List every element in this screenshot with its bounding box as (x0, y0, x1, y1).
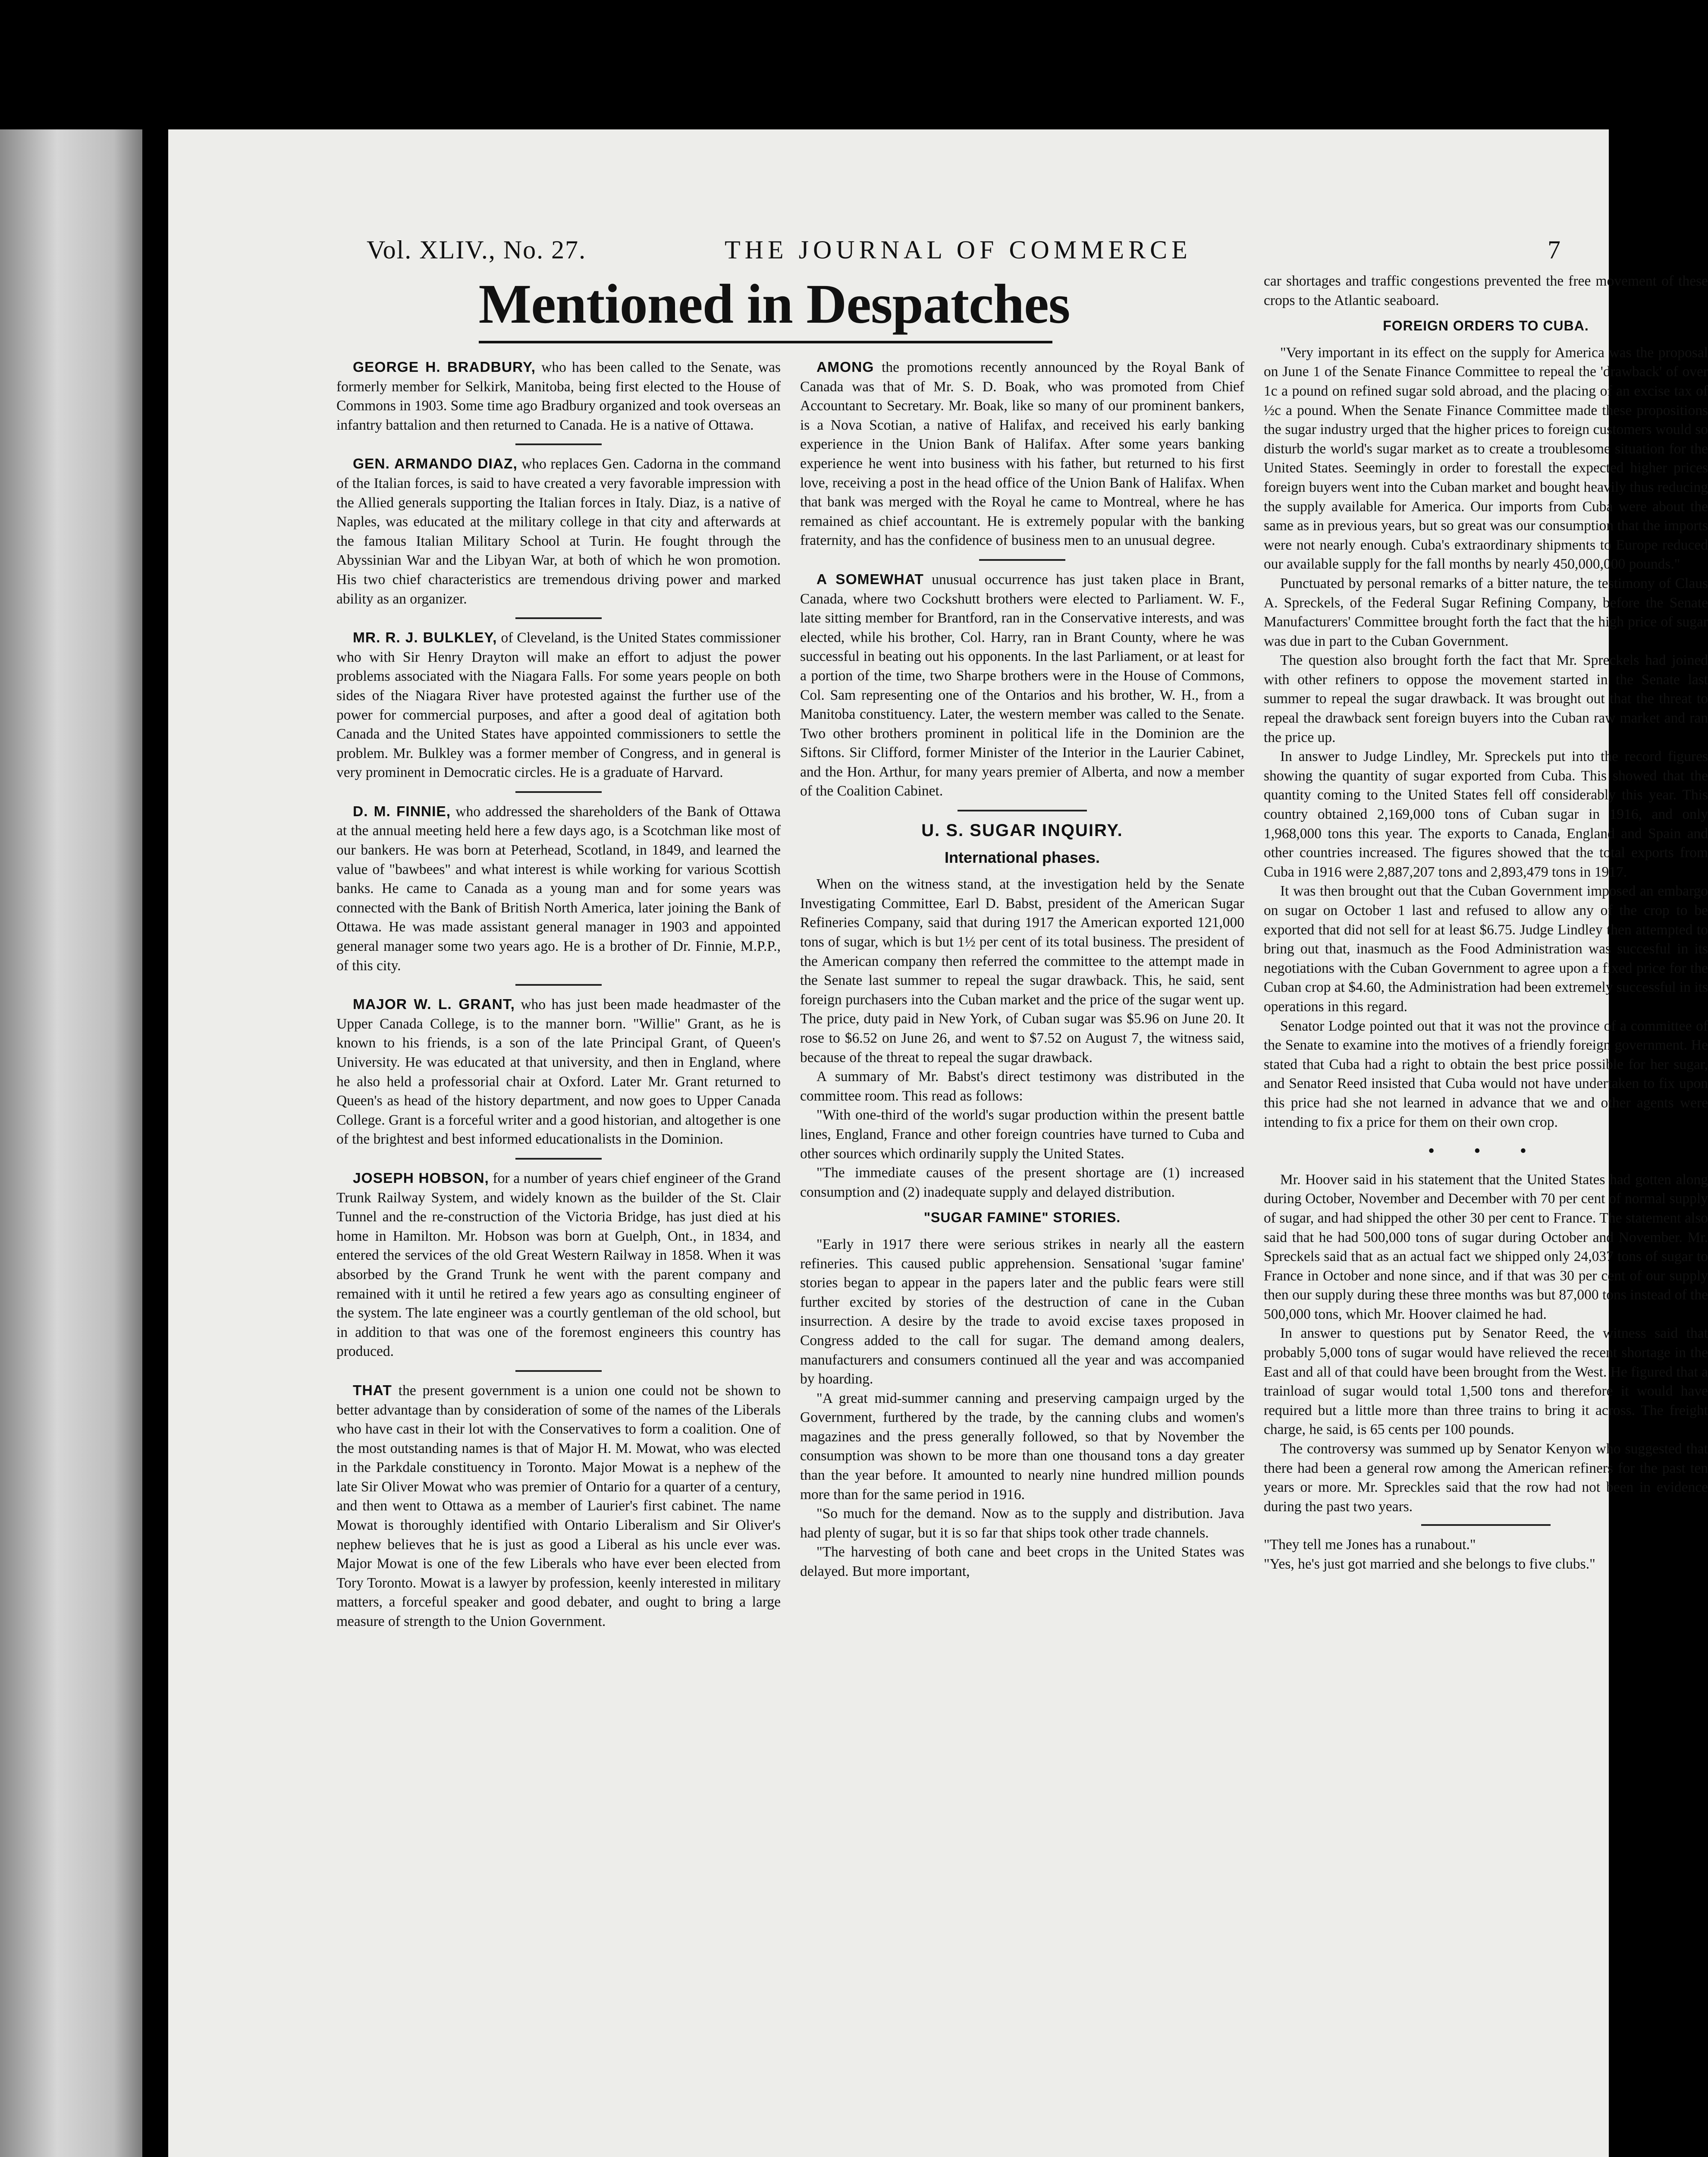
paragraph: "So much for the demand. Now as to the supply and distribution. Java had plenty of sugar, but it is so far that ships took other trade channels. (800, 1506, 1244, 1541)
section-dots: • • • (1428, 1140, 1544, 1162)
article-text: who has just been made headmaster of the Upper Canada College, is to the manner born. "Willie" Grant, as he is known to his friends, is a son of the late Principal Grant, of Queen's University. He was educated at that university, and then in England, where he also held a professorial chair at Oxford. Later Mr. Grant returned to Queen's as head of the history department, and now goes to Upper Canada College. Grant is a forceful writer and a good historian, and altogether is one of the brightest and best informed educationalists in the Dominion. (336, 997, 781, 1148)
column-2 (800, 358, 1244, 1582)
paragraph: The question also brought forth the fact that Mr. Spreckels had joined with other refiners to oppose the movement started in the Senate last summer to repeal the sugar drawback. It was brought out that the threat to repeal the drawback sent foreign buyers into the Cuban raw market and ran the price up. (1264, 652, 1708, 745)
title-rule (479, 341, 1052, 343)
paragraph: car shortages and traffic congestions prevented the free movement of these crops to the Atlantic seaboard. (1264, 273, 1708, 308)
article-name: GEN. ARMANDO DIAZ, (353, 456, 518, 472)
article-mowat (336, 1381, 781, 1632)
paragraph: "A great mid-summer canning and preserving campaign urged by the Government, furthered by the trade, by the canning clubs and women's magazines and the press generally followed, so that by November the consumption was shown to be more than one thousand tons a day greater than the year before. It amounted to nearly nine hundred million pounds more than for the same period in 1916. (800, 1390, 1244, 1503)
article-finnie (336, 802, 781, 975)
column-1 (336, 358, 781, 1640)
article-name: AMONG (816, 359, 874, 375)
separator (515, 1370, 602, 1372)
separator (1421, 1524, 1551, 1526)
article-name: JOSEPH HOBSON, (353, 1170, 489, 1186)
paragraph: It was then brought out that the Cuban Government imposed an embargo on sugar on October 1 last and refused to allow any of the crop to be exported that did not sell for at least $6.75. Judge Lindley then attempted to bring out that, inasmuch as the Food Administration was succesful in its negotiations with the Cuban Government to agree upon a fixed price for the Cuban crop at $4.60, the Administration had been extremely successful in its operations in this regard. (1264, 883, 1708, 1015)
journal-title: THE JOURNAL OF COMMERCE (725, 236, 1192, 264)
article-name: MAJOR W. L. GRANT, (353, 997, 515, 1013)
volume-number: Vol. XLIV., No. 27. (367, 236, 587, 264)
paragraph: The controversy was summed up by Senator Kenyon who suggested that there had been a general row among the American refiners for the past ten years or more. Mr. Spreckles said that the row had not been in evidence during the past two years. (1264, 1441, 1708, 1515)
article-text: for a number of years chief engineer of the Grand Trunk Railway System, and widely known as the builder of the St. Clair Tunnel and the re-construction of the Victoria Bridge, has just died at his home in Hamilton. Mr. Hobson was born at Guelph, Ont., in 1834, and entered the services of the old Great Western Railway in 1858. When it was absorbed by the Grand Trunk he went with the parent company and remained with it until he retired a few years ago as consulting engineer of the system. The late engineer was a courtly gentleman of the old school, but in addition to that was one of the foremost engineers this country has produced. (336, 1170, 781, 1360)
article-text: who addressed the shareholders of the Bank of Ottawa at the annual meeting held here a few days ago, is a Scotchman like most of our bankers. He was born at Peterhead, Scotland, in 1849, and learned the value of "bawbees" and what interest is while working for various Scottish banks. He came to Canada as a young man and for some years was connected with the Bank of British North America, later joining the Bank of Ottawa. He was made assistant general manager in 1903 and appointed general manager some two years ago. He is a brother of Dr. Finnie, M.P.P., of this city. (336, 803, 781, 974)
article-bradbury (336, 358, 781, 435)
article-grant (336, 995, 781, 1149)
paragraph: In answer to Judge Lindley, Mr. Spreckels put into the record figures showing the quantity of sugar exported from Cuba. This showed that the quantity coming to the United States fell off considerably this year. This country obtained 2,169,000 tons of Cuban sugar in 1916, and only 1,968,000 tons this year. The exports to Canada, England and Spain and other countries increased. The figures showed that the total exports from Cuba in 1916 were 2,887,207 tons and 2,893,479 tons in 1917. (1264, 748, 1708, 880)
separator (515, 984, 602, 986)
article-name: A SOMEWHAT (816, 571, 924, 588)
article-name: GEORGE H. BRADBURY, (353, 359, 536, 375)
article-name: MR. R. J. BULKLEY, (353, 630, 497, 646)
column-3 (1264, 272, 1708, 1574)
separator (515, 1158, 602, 1160)
article-text: who replaces Gen. Cadorna in the command of the Italian forces, is said to have created a very favorable impression with the Allied generals supporting the Italian forces in Italy. Diaz, is a native of Naples, was educated at the military college in that city and afterwards at the famous Italian Military School at Turin. He fought through the Abyssinian War and the Libyan War, at both of which he won promotion. His two chief characteristics are tremendous driving power and marked ability as an organizer. (336, 456, 781, 607)
paragraph: Punctuated by personal remarks of a bitter nature, the testimony of Claus A. Spreckels, of the Federal Sugar Refining Company, before the Senate Manufacturers' Committee brought forth the fact that the high price of sugar was due in part to the Cuban Government. (1264, 575, 1708, 649)
separator (515, 791, 602, 793)
article-cockshutt (800, 570, 1244, 801)
paragraph: "Very important in its effect on the supply for America was the proposal on June 1 of the Senate Finance Committee to repeal the 'drawback' of over 1c a pound on refined sugar sold abroad, and the placing of an excise tax of ½c a pound. When the Senate Finance Committee made these propositions the sugar industry urged that the higher prices to foreign customers would so disturb the world's sugar market as to create a troublesome situation for the United States. Seemingly in order to forestall the expected higher prices foreign buyers went into the Cuban market and bought heavily thus reducing the supply available for America. Our imports from Cuba were about the same as in previous years, but so great was our consumption that the imports were not nearly enough. Cuba's extraordinary shipments to Europe reduced our available supply for the fall months by nearly 450,000,000 pounds." (1264, 344, 1708, 572)
article-name: D. M. FINNIE, (353, 803, 451, 820)
article-bulkley (336, 629, 781, 783)
cuba-heading: FOREIGN ORDERS TO CUBA. (1383, 318, 1589, 334)
paragraph: "With one-third of the world's sugar production within the present battle lines, England, France and other foreign countries have turned to Cuba and other sources which ordinarily supply the United States. (800, 1107, 1244, 1162)
article-diaz (336, 455, 781, 609)
paragraph: When on the witness stand, at the investigation held by the Senate Investigating Committee, Earl D. Babst, president of the American Sugar Refineries Company, said that during 1917 the American exported 121,000 tons of sugar, which is but 1½ per cent of its total business. The president of the American company then referred the committee to the attempt made in the Senate last summer to repeal the sugar drawback. This, he said, sent foreign purchasers into the Cuban market and the price of the sugar went up. The price, duty paid in New York, of Cuban sugar was $5.96 on June 20. It rose to $6.52 on June 26, and went to $7.52 on August 7, the witness said, because of the threat to repeal the sugar drawback. (800, 876, 1244, 1066)
article-text: of Cleveland, is the United States commissioner who with Sir Henry Drayton will make an effort to adjust the power problems associated with the Niagara Falls. For some years people on both sides of the Niagara River have protested against the further use of the power for commercial purposes, and after a good deal of agitation both Canada and the United States have appointed commissioners to settle the problem. Mr. Bulkley was a former member of Congress, and in general is very prominent in Democratic circles. He is a graduate of Harvard. (336, 630, 781, 781)
article-text: the present government is a union one could not be shown to better advantage than by consideration of some of the names of the Liberals who have cast in their lot with the Conservatives to form a coalition. One of the most outstanding names is that of Major H. M. Mowat, who was elected in the Parkdale constituency in Toronto. Major Mowat is a nephew of the late Sir Oliver Mowat who was premier of Ontario for a quarter of a century, and then went to Ottawa as a member of Laurier's first cabinet. The name Mowat is thoroughly identified with Ontario Liberalism and Sir Oliver's nephew believes that he is just as good a Liberal as his uncle ever was. Major Mowat is one of the few Liberals who have ever been elected from Tory Toronto. Mowat is a lawyer by profession, keenly interested in military matters, a forceful speaker and good debater, and ought to bring a large measure of strength to the Union Government. (336, 1382, 781, 1630)
paragraph: "The harvesting of both cane and beet crops in the United States was delayed. But more important, (800, 1544, 1244, 1580)
separator (979, 559, 1065, 561)
article-text: who has been called to the Senate, was formerly member for Selkirk, Manitoba, being first elected to the House of Commons in 1903. Some time ago Bradbury organized and took overseas an infantry battalion and then returned to Canada. He is a native of Ottawa. (336, 359, 781, 433)
joke-line: "They tell me Jones has a runabout." (1264, 1537, 1476, 1553)
inquiry-subheading: International phases. (944, 848, 1100, 866)
article-text: unusual occurrence has just taken place in Brant, Canada, where two Cockshutt brothers were elected to Parliament. W. F., late sitting member for Brantford, ran in the Conservative interests, and was elected, while his brother, Col. Harry, ran in Brant County, where he was successful in beating out his opponents. In the last Parliament, or at least for a portion of the time, two Sharpe brothers were in the House of Commons, Col. Sam representing one of the Ontarios and his brother, W. H., from a Manitoba constituency. Later, the western member was called to the Senate. Two other brothers prominent in political life in the Dominion are the Siftons. Sir Clifford, former Minister of the Interior in the Laurier Cabinet, and the Hon. Arthur, for many years premier of Alberta, and now a member of the Coalition Cabinet. (800, 571, 1244, 799)
article-boak (800, 358, 1244, 550)
separator (515, 617, 602, 619)
article-text: the promotions recently announced by the Royal Bank of Canada was that of Mr. S. D. Boak, who was promoted from Chief Accountant to Secretary. Mr. Boak, like so many of our prominent bankers, is a Nova Scotian, a native of Halifax, and received his early banking experience in the Union Bank of Halifax. After some years banking experience he went into business with his father, but returned to his first love, receiving a post in the head office of the Union Bank of Halifax. When that bank was merged with the Royal he came to Montreal, where he has remained as chief accountant. He is extremely popular with the banking fraternity, and has the confidence of business men to an unusual degree. (800, 359, 1245, 549)
paragraph: In answer to questions put by Senator Reed, the witness said that probably 5,000 tons of sugar would have relieved the recent shortage in the East and all of that could have been brought from the West. He figured that a trainload of sugar would total 1,500 tons and therefore it would have required but a little more than three trains to bring it across. The freight charge, he said, is 65 cents per 100 pounds. (1264, 1325, 1708, 1438)
section-title: Mentioned in Despatches (478, 273, 1070, 335)
paragraph: "The immediate causes of the present shortage are (1) increased consumption and (2) inadequate supply and delayed distribution. (800, 1165, 1244, 1200)
joke-line: "Yes, he's just got married and she belongs to five clubs." (1264, 1556, 1595, 1572)
page-number: 7 (1548, 236, 1561, 264)
adjacent-page-edge (0, 129, 142, 2157)
running-header (168, 235, 1609, 274)
inquiry-heading: U. S. SUGAR INQUIRY. (921, 821, 1123, 840)
article-hobson (336, 1169, 781, 1361)
famine-heading: "SUGAR FAMINE" STORIES. (923, 1210, 1121, 1226)
separator (515, 443, 602, 445)
paragraph: A summary of Mr. Babst's direct testimony was distributed in the committee room. This read as follows: (800, 1069, 1244, 1104)
paragraph: Mr. Hoover said in his statement that the United States had gotten along during October, November and December with 70 per cent of normal supply of sugar, and had shipped the other 30 per cent to France. The statement also said that he had 500,000 tons of sugar during October and November. Mr. Spreckels said that as an actual fact we shipped only 24,037 tons of sugar to France in October and none since, and if that was 30 per cent of our supply then our supply during these three months was but 87,000 tons instead of the 500,000 tons, which Mr. Hoover claimed he had. (1264, 1171, 1708, 1322)
article-name: THAT (353, 1382, 392, 1399)
separator (958, 810, 1087, 811)
paragraph: "Early in 1917 there were serious strikes in nearly all the eastern refineries. This caused public apprehension. Sensational 'sugar famine' stories began to appear in the papers later and the public fears were still further excited by stories of the destruction of cane in the Cuban insurrection. A desire by the trade to avoid excise taxes proposed in Congress added to the call for sugar. The demand among dealers, manufacturers and consumers continued all the year and was accompanied by hoarding. (800, 1236, 1244, 1387)
paragraph: Senator Lodge pointed out that it was not the province of a committee of the Senate to examine into the motives of a friendly foreign government. He stated that Cuba had a right to obtain the best price possible for her sugar, and Senator Reed insisted that Cuba would not have undertaken to fix upon this price had she not learned in advance that we and other agents were intending to fix a price for them on their own crop. (1264, 1018, 1708, 1130)
